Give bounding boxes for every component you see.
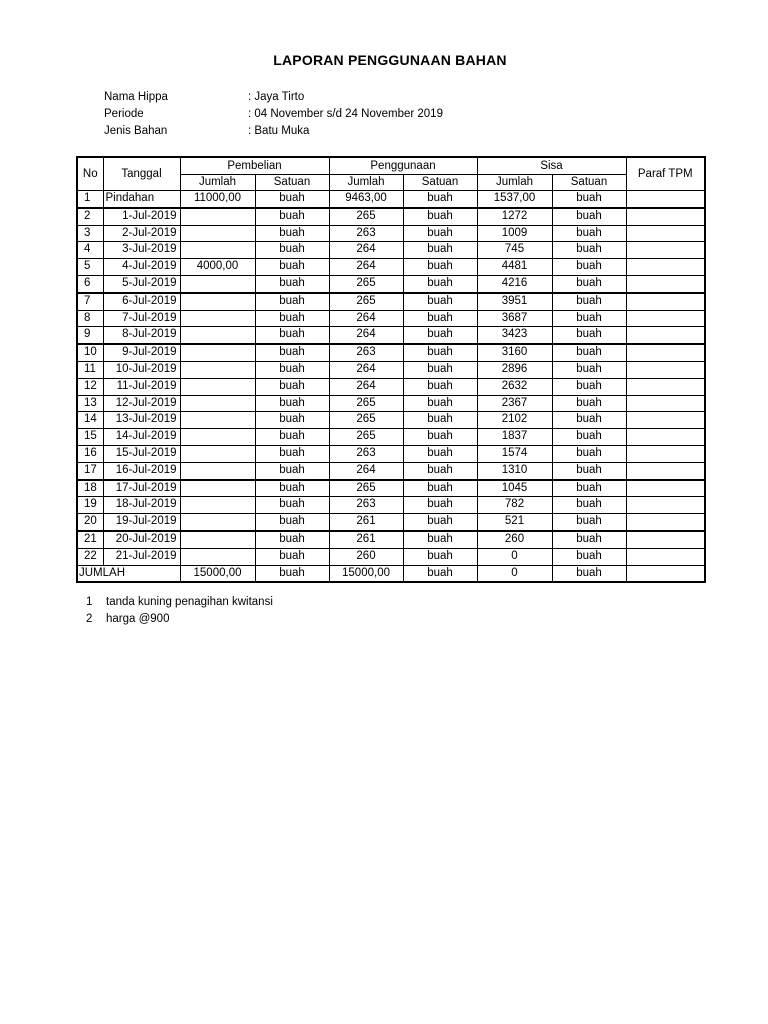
cell-pembelian-jumlah: 11000,00 [180,191,255,208]
cell-penggunaan-jumlah: 263 [329,225,403,242]
table-row [77,208,705,225]
cell-penggunaan-satuan: buah [403,208,477,225]
cell-penggunaan-satuan: buah [403,514,477,531]
cell-penggunaan-jumlah: 264 [329,259,403,276]
cell-no: 22 [77,548,103,565]
cell-tanggal: 4-Jul-2019 [103,259,180,276]
meta-row-periode [104,106,443,123]
cell-penggunaan-satuan: buah [403,429,477,446]
meta-value: : 04 November s/d 24 November 2019 [248,106,443,123]
meta-label: Nama Hippa [104,91,168,103]
cell-sisa-satuan: buah [552,327,626,344]
header-sisa-satuan: Satuan [552,175,626,191]
header-sisa: Sisa [477,157,626,175]
total-penggunaan-satuan: buah [403,565,477,582]
cell-pembelian-satuan: buah [255,361,329,378]
cell-paraf [626,429,705,446]
cell-paraf [626,412,705,429]
cell-sisa-jumlah: 1537,00 [477,191,552,208]
cell-tanggal: 15-Jul-2019 [103,445,180,462]
cell-no: 7 [77,293,103,310]
cell-sisa-jumlah: 1009 [477,225,552,242]
cell-sisa-satuan: buah [552,462,626,479]
cell-penggunaan-satuan: buah [403,361,477,378]
table-row [77,344,705,361]
cell-sisa-satuan: buah [552,412,626,429]
cell-pembelian-satuan: buah [255,293,329,310]
cell-tanggal: 11-Jul-2019 [103,378,180,395]
cell-pembelian-jumlah: 4000,00 [180,259,255,276]
cell-no: 6 [77,275,103,292]
cell-sisa-jumlah: 1045 [477,480,552,497]
cell-penggunaan-satuan: buah [403,344,477,361]
cell-penggunaan-jumlah: 265 [329,429,403,446]
cell-pembelian-jumlah [180,344,255,361]
table-row [77,462,705,479]
cell-sisa-satuan: buah [552,429,626,446]
cell-pembelian-satuan: buah [255,242,329,259]
cell-no: 2 [77,208,103,225]
cell-sisa-jumlah: 260 [477,531,552,548]
note-number: 1 [86,596,93,608]
cell-sisa-satuan: buah [552,344,626,361]
cell-no: 9 [77,327,103,344]
cell-sisa-jumlah: 2102 [477,412,552,429]
table-row [77,378,705,395]
cell-pembelian-jumlah [180,548,255,565]
notes [86,594,273,628]
table-row [77,497,705,514]
cell-sisa-jumlah: 4481 [477,259,552,276]
cell-paraf [626,514,705,531]
cell-pembelian-jumlah [180,310,255,327]
cell-no: 4 [77,242,103,259]
table-row [77,293,705,310]
cell-paraf [626,191,705,208]
table-row [77,225,705,242]
cell-tanggal: Pindahan [103,191,180,208]
cell-sisa-jumlah: 3423 [477,327,552,344]
cell-sisa-satuan: buah [552,395,626,412]
cell-penggunaan-jumlah: 261 [329,531,403,548]
table-body [77,191,705,566]
cell-sisa-satuan: buah [552,191,626,208]
cell-no: 17 [77,462,103,479]
cell-pembelian-jumlah [180,429,255,446]
cell-penggunaan-satuan: buah [403,445,477,462]
cell-sisa-satuan: buah [552,225,626,242]
cell-penggunaan-jumlah: 260 [329,548,403,565]
cell-paraf [626,344,705,361]
cell-pembelian-jumlah [180,361,255,378]
table-row [77,548,705,565]
cell-paraf [626,480,705,497]
cell-pembelian-jumlah [180,275,255,292]
table-row [77,480,705,497]
cell-pembelian-satuan: buah [255,514,329,531]
cell-pembelian-jumlah [180,445,255,462]
header-tanggal: Tanggal [103,157,180,191]
cell-pembelian-satuan: buah [255,344,329,361]
cell-penggunaan-satuan: buah [403,225,477,242]
cell-penggunaan-satuan: buah [403,395,477,412]
meta-label: Periode [104,108,144,120]
cell-penggunaan-jumlah: 265 [329,293,403,310]
table-row [77,429,705,446]
total-row [77,565,705,582]
cell-tanggal: 6-Jul-2019 [103,293,180,310]
cell-penggunaan-satuan: buah [403,531,477,548]
cell-pembelian-jumlah [180,327,255,344]
cell-pembelian-satuan: buah [255,275,329,292]
table-row [77,327,705,344]
header-no: No [77,157,103,191]
cell-penggunaan-satuan: buah [403,310,477,327]
cell-tanggal: 9-Jul-2019 [103,344,180,361]
cell-tanggal: 1-Jul-2019 [103,208,180,225]
cell-pembelian-jumlah [180,395,255,412]
cell-paraf [626,310,705,327]
header-pembelian-jumlah: Jumlah [180,175,255,191]
header-pembelian: Pembelian [180,157,329,175]
cell-sisa-satuan: buah [552,310,626,327]
cell-penggunaan-jumlah: 265 [329,208,403,225]
cell-sisa-satuan: buah [552,208,626,225]
cell-sisa-jumlah: 3160 [477,344,552,361]
cell-tanggal: 13-Jul-2019 [103,412,180,429]
cell-pembelian-satuan: buah [255,548,329,565]
cell-pembelian-jumlah [180,242,255,259]
report-meta [104,89,443,140]
cell-pembelian-satuan: buah [255,531,329,548]
header-penggunaan: Penggunaan [329,157,477,175]
page-title: LAPORAN PENGGUNAAN BAHAN [273,52,507,68]
cell-penggunaan-satuan: buah [403,548,477,565]
cell-pembelian-jumlah [180,462,255,479]
cell-pembelian-jumlah [180,412,255,429]
cell-sisa-jumlah: 745 [477,242,552,259]
total-pembelian-jumlah: 15000,00 [180,565,255,582]
cell-tanggal: 14-Jul-2019 [103,429,180,446]
cell-pembelian-satuan: buah [255,208,329,225]
cell-paraf [626,497,705,514]
cell-penggunaan-satuan: buah [403,259,477,276]
cell-penggunaan-satuan: buah [403,412,477,429]
cell-pembelian-jumlah [180,497,255,514]
cell-paraf [626,361,705,378]
note-text: tanda kuning penagihan kwitansi [106,596,273,608]
cell-penggunaan-satuan: buah [403,497,477,514]
cell-sisa-jumlah: 1574 [477,445,552,462]
cell-tanggal: 2-Jul-2019 [103,225,180,242]
cell-penggunaan-satuan: buah [403,293,477,310]
table-row [77,514,705,531]
table-row [77,395,705,412]
total-paraf-cell [626,565,705,582]
cell-sisa-jumlah: 1837 [477,429,552,446]
header-sisa-jumlah: Jumlah [477,175,552,191]
meta-value: : Jaya Tirto [248,89,304,106]
cell-tanggal: 10-Jul-2019 [103,361,180,378]
cell-paraf [626,395,705,412]
cell-no: 16 [77,445,103,462]
table-row [77,191,705,208]
cell-sisa-jumlah: 2632 [477,378,552,395]
cell-penggunaan-satuan: buah [403,480,477,497]
cell-penggunaan-satuan: buah [403,191,477,208]
cell-sisa-jumlah: 1310 [477,462,552,479]
cell-paraf [626,275,705,292]
cell-sisa-jumlah: 0 [477,548,552,565]
cell-penggunaan-jumlah: 264 [329,310,403,327]
cell-penggunaan-jumlah: 263 [329,497,403,514]
cell-sisa-jumlah: 3951 [477,293,552,310]
cell-tanggal: 20-Jul-2019 [103,531,180,548]
cell-no: 14 [77,412,103,429]
total-penggunaan-jumlah: 15000,00 [329,565,403,582]
cell-no: 12 [77,378,103,395]
cell-sisa-satuan: buah [552,259,626,276]
cell-penggunaan-satuan: buah [403,327,477,344]
cell-sisa-satuan: buah [552,242,626,259]
meta-label: Jenis Bahan [104,125,168,137]
header-penggunaan-satuan: Satuan [403,175,477,191]
table-row [77,259,705,276]
cell-penggunaan-satuan: buah [403,275,477,292]
cell-pembelian-satuan: buah [255,225,329,242]
cell-tanggal: 3-Jul-2019 [103,242,180,259]
cell-no: 15 [77,429,103,446]
cell-no: 13 [77,395,103,412]
cell-no: 8 [77,310,103,327]
cell-pembelian-satuan: buah [255,497,329,514]
cell-tanggal: 21-Jul-2019 [103,548,180,565]
cell-sisa-satuan: buah [552,497,626,514]
cell-sisa-satuan: buah [552,531,626,548]
cell-pembelian-jumlah [180,378,255,395]
cell-penggunaan-jumlah: 265 [329,395,403,412]
cell-tanggal: 5-Jul-2019 [103,275,180,292]
header-pembelian-satuan: Satuan [255,175,329,191]
table-row [77,412,705,429]
cell-tanggal: 17-Jul-2019 [103,480,180,497]
cell-penggunaan-jumlah: 9463,00 [329,191,403,208]
cell-sisa-satuan: buah [552,275,626,292]
cell-sisa-satuan: buah [552,514,626,531]
cell-no: 20 [77,514,103,531]
cell-pembelian-jumlah [180,225,255,242]
cell-sisa-jumlah: 2367 [477,395,552,412]
cell-pembelian-satuan: buah [255,445,329,462]
header-penggunaan-jumlah: Jumlah [329,175,403,191]
note-item [86,611,273,628]
cell-pembelian-satuan: buah [255,378,329,395]
cell-sisa-jumlah: 521 [477,514,552,531]
header-paraf-tpm: Paraf TPM [626,157,705,191]
cell-no: 11 [77,361,103,378]
cell-penggunaan-satuan: buah [403,462,477,479]
cell-pembelian-satuan: buah [255,327,329,344]
table-row [77,275,705,292]
cell-paraf [626,259,705,276]
cell-tanggal: 18-Jul-2019 [103,497,180,514]
cell-paraf [626,378,705,395]
cell-sisa-jumlah: 782 [477,497,552,514]
cell-pembelian-satuan: buah [255,259,329,276]
total-label: JUMLAH [77,565,180,582]
cell-pembelian-satuan: buah [255,395,329,412]
cell-pembelian-jumlah [180,293,255,310]
cell-sisa-jumlah: 4216 [477,275,552,292]
cell-pembelian-satuan: buah [255,191,329,208]
cell-penggunaan-satuan: buah [403,242,477,259]
meta-row-jenis-bahan [104,123,443,140]
cell-penggunaan-jumlah: 264 [329,327,403,344]
meta-value: : Batu Muka [248,123,309,140]
cell-no: 1 [77,191,103,208]
cell-sisa-satuan: buah [552,293,626,310]
cell-paraf [626,531,705,548]
usage-report-table [76,156,706,583]
table-row [77,242,705,259]
total-pembelian-satuan: buah [255,565,329,582]
cell-pembelian-satuan: buah [255,480,329,497]
total-sisa-satuan: buah [552,565,626,582]
table-row [77,531,705,548]
cell-paraf [626,327,705,344]
cell-tanggal: 16-Jul-2019 [103,462,180,479]
cell-no: 5 [77,259,103,276]
cell-penggunaan-jumlah: 263 [329,344,403,361]
note-text: harga @900 [106,613,170,625]
cell-penggunaan-jumlah: 264 [329,462,403,479]
cell-tanggal: 8-Jul-2019 [103,327,180,344]
cell-paraf [626,293,705,310]
cell-paraf [626,208,705,225]
cell-pembelian-satuan: buah [255,310,329,327]
cell-penggunaan-jumlah: 261 [329,514,403,531]
cell-paraf [626,225,705,242]
cell-penggunaan-jumlah: 265 [329,412,403,429]
cell-sisa-satuan: buah [552,548,626,565]
cell-penggunaan-satuan: buah [403,378,477,395]
total-sisa-jumlah: 0 [477,565,552,582]
cell-penggunaan-jumlah: 263 [329,445,403,462]
cell-paraf [626,445,705,462]
cell-no: 3 [77,225,103,242]
cell-pembelian-satuan: buah [255,412,329,429]
cell-penggunaan-jumlah: 264 [329,242,403,259]
cell-penggunaan-jumlah: 264 [329,378,403,395]
cell-no: 21 [77,531,103,548]
cell-sisa-satuan: buah [552,361,626,378]
cell-sisa-satuan: buah [552,445,626,462]
cell-penggunaan-jumlah: 265 [329,275,403,292]
cell-penggunaan-jumlah: 264 [329,361,403,378]
cell-no: 10 [77,344,103,361]
cell-sisa-jumlah: 1272 [477,208,552,225]
cell-sisa-jumlah: 3687 [477,310,552,327]
cell-tanggal: 12-Jul-2019 [103,395,180,412]
note-number: 2 [86,613,93,625]
cell-pembelian-satuan: buah [255,429,329,446]
cell-paraf [626,242,705,259]
cell-paraf [626,548,705,565]
meta-row-nama-hippa [104,89,443,106]
cell-tanggal: 7-Jul-2019 [103,310,180,327]
cell-pembelian-jumlah [180,480,255,497]
cell-pembelian-jumlah [180,531,255,548]
cell-penggunaan-jumlah: 265 [329,480,403,497]
cell-paraf [626,462,705,479]
cell-pembelian-jumlah [180,514,255,531]
cell-sisa-satuan: buah [552,378,626,395]
table-row [77,361,705,378]
cell-no: 18 [77,480,103,497]
cell-sisa-satuan: buah [552,480,626,497]
table-row [77,445,705,462]
cell-sisa-jumlah: 2896 [477,361,552,378]
note-item [86,594,273,611]
cell-pembelian-jumlah [180,208,255,225]
cell-pembelian-satuan: buah [255,462,329,479]
cell-no: 19 [77,497,103,514]
cell-tanggal: 19-Jul-2019 [103,514,180,531]
table-row [77,310,705,327]
